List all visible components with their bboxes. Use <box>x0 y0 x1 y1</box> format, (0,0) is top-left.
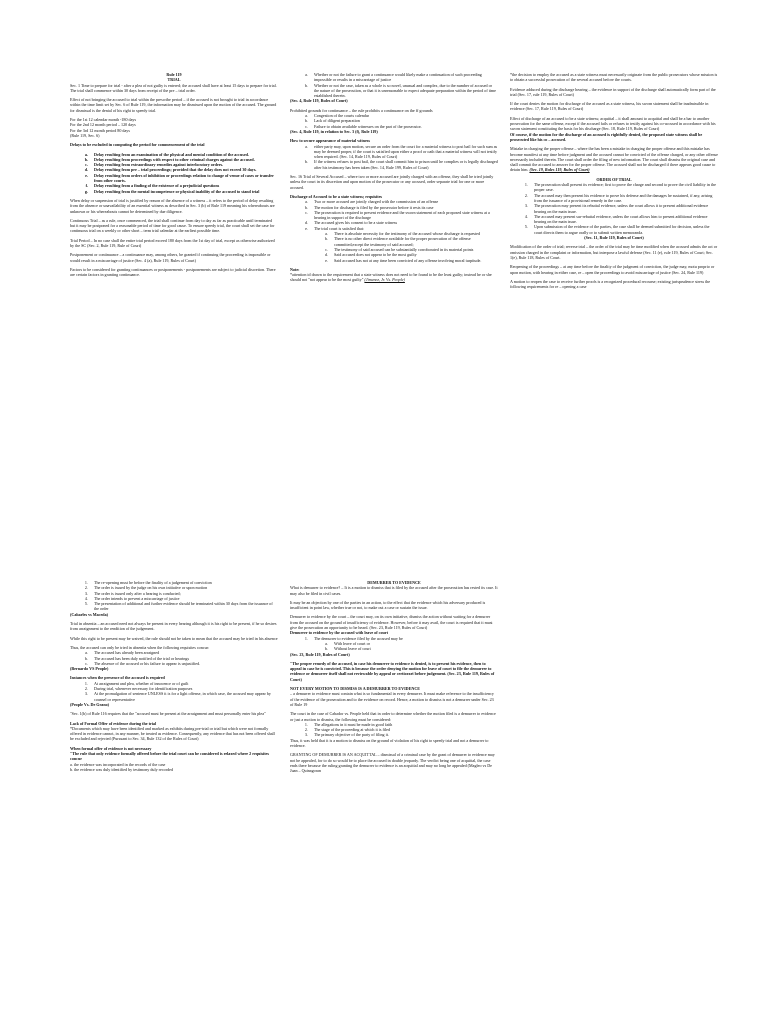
period-line: For the 3rd 12 month period 80 days <box>70 127 130 133</box>
list-item: b. Delay resulting from proceedings with respect to other criminal charges against the accused. <box>84 156 255 162</box>
reopening-requirements <box>70 580 278 612</box>
rule-title: TRIAL <box>167 77 181 83</box>
reference: (Sec. 4, Rule 119, in relation to Sec. 3 (f), Rule 119) <box>290 128 378 134</box>
paragraph: – a demurrer to evidence must contain what is so fundamental in every demurrer. It must make reference to the insufficiency of the evidence of the prosecution and to the evidence on record. Hence, a motion to dismiss is not a demurrer under Sec. 23 of Rule 19 <box>290 691 494 707</box>
list-item: a. With leave of court or <box>325 640 370 646</box>
column-4 <box>70 580 278 772</box>
paragraph: "The proper remedy of the accused, in case his demurrer to evidence is denied, is to present his evidence, then to appeal in case he is convicted. This is because the order denying the motion for leave of court to file the demurrer to evidence or demurrer itself shall not reviewable by appeal or certiorari before judgement. (Sec. 23, Rule 119, Rules of Court) <box>290 660 495 682</box>
paragraph: Effect of discharge of an accused to be a state witness; acquittal – it shall amount to acquittal and shall be a bar to another prosecution for the same offense, except if the accused fails or refuses to testify against his co-accused in accordance with his sworn statement constituting the basis for his discharge (Sec. 18, Rule 119, Rules of Court) <box>510 115 716 132</box>
list-item: d. Said accused does not appear to be the most guilty <box>324 252 417 258</box>
list-item: 5. Upon submission of the evidence of the parties, the case shall be deemed submitted for decision, unless the court directs them to argue orally or to submit written memoranda. <box>524 224 710 235</box>
section-heading: Discharge of Accused to be a state witness; requisites <box>290 193 383 199</box>
paragraph: Thus, the accused can only be tried in absentia when the following requisites concur: <box>70 644 210 650</box>
list-item: 2. The accused may then present his evidence to prove his defense and the damages he sustained, if any, arising from the issuance of a provisional remedy in the case. <box>524 192 713 203</box>
list-item: a. Delay resulting from an examination of the physical and mental condition of the accused. <box>84 151 249 157</box>
list-item: 1. The re-opening must be before the finality of a judgement of conviction <box>84 580 212 585</box>
paragraph <box>510 146 718 172</box>
paragraph: Trial Period – In no case shall the entire trial period exceed 180 days from the 1st day of trial, except as otherwise authorized by the SC (Sec. 2, Rule 119, Rule of Court) <box>70 237 275 249</box>
list-item: 1. The demurrer to evidence filed by the accused may be <box>304 635 403 641</box>
paragraph: b. the evidence was duly identified by testimony duly recorded <box>70 766 173 772</box>
paragraph: Demurrer to evidence by the court – the court may, on its own initiative, dismiss the action without waiting for a demurrer from the accused on the ground of insufficiency of evidence. However, before it may avail, the court is required that it must give the prosecution an opportunity to be heard. (Sec. 23, Rule 119, Rules of Court) <box>290 614 493 631</box>
continuance-factors <box>290 72 498 98</box>
note-citation: (Jimenez, Jr. Vs. People) <box>364 277 405 283</box>
list-item: e. Said accused has not at any time been convicted of any offense involving moral turpitude. <box>325 257 482 263</box>
list-item: c. The absence of the accused or his failure to appear is unjustified. <box>85 660 201 666</box>
paragraph: It may be an objection by one of the parties in an action, to the effect that the evidence which his adversary produced is insufficient in point law, whether true or not, to make out a case or sustain the issue. <box>290 599 486 611</box>
paragraph: What is demurrer to evidence? – It is a motion to dismiss that is filed by the accused after the prosecution has rested its case. It may also be filed in civil cases. <box>290 585 498 596</box>
list-item: b. The motion for discharge is filed by the prosecutor before it rests its case <box>304 204 434 210</box>
list-item: c. Delay resulting from extraordinary remedies against interlocutory orders. <box>85 162 224 168</box>
paragraph: Reopening of the proceedings – at any time before the finality of the judgment of conviction, the judge may, motu proprio or upon motion, with hearing in either case, re – open the proceedings to avoid miscarriage of justice (Sec. 24, Rule 119) <box>510 264 715 275</box>
period-line: For the 2nd 12 month period – 120 days <box>70 122 136 128</box>
list-item: f. Delay resulting from a finding of the existence of a prejudicial questions <box>85 183 220 189</box>
paragraph: "The rule that only evidence formally offered before the trial court can be considered is relaxed where 2 requisites concur <box>70 751 269 762</box>
reference: (Sec. 23, Rule 119, Rules of Court) <box>290 651 350 657</box>
paragraph: Thus, it was held that it is a motion to dismiss on the ground of violation of his right to speedy trial and not a demurrer to evidence. <box>290 737 489 749</box>
list-item: 4. The order intends to prevent a miscarriage of justice <box>84 595 180 601</box>
section-heading: When formal offer of evidence is not necessary <box>70 745 152 751</box>
list-item: 3. The primary objective of the party of filing it. <box>304 732 389 738</box>
paragraph: Sec. 1 Time to prepare for trial - after a plea of not guilty is entered; the accused shall have at least 15 days to prepare for trial. The trial shall commence within 30 days from receipt of the pre – trial order. <box>70 82 277 93</box>
paragraph: a. the evidence was incorporated in the records of the case <box>70 761 166 767</box>
paragraph: Of course, if the motion for the discharge of an accused is rightfully denied, the proposed state witness shall be prosecuted like his co – accused. <box>510 131 703 142</box>
rule-number: Rule 119 <box>166 72 182 77</box>
citation: (Sec. 19, Rules 119, Rules of Court) <box>529 167 590 173</box>
paragraph: When delay or suspension of trial is justified by reason of the absence of a witness – it refers to the period of delay resulting from the absence or unavailability of an essential witness as described in Sec. 3 (b) of Rule 119 meaning his whereabouts are unknown or his whereabouts cannot be determined by due diligence. <box>70 197 275 214</box>
note <box>290 272 498 283</box>
list-item: 1. At arraignment and plea, whether of innocence or of guilt <box>84 680 189 686</box>
order-of-trial-list <box>510 182 718 235</box>
list-item: 1. The allegations in it must be made in good faith <box>304 721 393 727</box>
list-item: d. Delay resulting from pre – trial proceedings; provided that the delay does not exceed 30 days. <box>84 167 257 173</box>
list-item: 3. The prosecution may present its rebuttal evidence, unless the court allows it to present additional evidence bearing on the main issue. <box>524 203 709 214</box>
column-1 <box>70 72 278 282</box>
paragraph: "Sec. 1(b) of Rule 116 requires that the "accused must be present at the arraignment and must personally enter his plea" <box>70 711 266 717</box>
paragraph: While this right to be present may be waived, the rule should not be taken to mean that the accused may be tried in his absence <box>70 635 278 641</box>
list-item: a. Whether or not the failure to grant a continuance would likely make a continuation of such proceeding impossible or results in a miscarriage of justice <box>305 72 482 83</box>
paragraph: Evidence adduced during the discharge hearing – the evidence in support of the discharge shall automatically form part of the trial (Sec. 17, rule 119, Rules of Court) <box>510 86 716 97</box>
list-item: 5. The presentation of additional and further evidence should be terminated within 30 days from the issuance of the order <box>84 601 273 612</box>
paragraph: If the court denies the motion for discharge of the accused as a state witness, his sworn statement shall be inadmissible in evidence (Sec. 17, Rule 119, Rules of Court) <box>510 101 709 112</box>
reference: (Sec. 4, Rule 119, Rules of Court) <box>290 98 348 104</box>
list-item: b. There is no other direct evidence available for the proper prosecution of the offense committed,except the testimony of said accused; <box>324 236 471 247</box>
list-item: 2. The order is issued by the judge on his own initiative or upon motion <box>84 585 208 591</box>
considerations-list <box>290 722 498 738</box>
reference: (Bernardo VS People) <box>70 666 109 672</box>
list-item: b. Lack of diligent preparation <box>304 118 360 124</box>
note-text: *attention id drawn to the requirement that a state witness does not need to be found to be the least guilty; instead he or she should not "not appear to be the most guilty" <box>290 272 492 283</box>
list-item: b. Whether or not the case, taken as a whole is so novel, unusual and complex, due to the number of accused or the nature of the prosecution, or that it is unreasonable to expect adequate preparation within the period of time established therein. <box>304 82 496 99</box>
list-item: b. If the witness refuses to post bail, the court shall commit him to prison until he complies or is legally discharged after his testimony has been taken (Sec. 14, Rule 199, Rules of Court) <box>304 159 498 170</box>
list-item: 4. The accused may present sur-rebuttal evidence, unless the court allows him to present additional evidence bearing on the main issue. <box>524 213 708 225</box>
column-2 <box>290 72 498 287</box>
paragraph: A motion to reopen the case to receive further proofs is a recognized procedural recourse; existing jurisprudence stress the following requirements for re – opening a case <box>510 278 711 290</box>
section-heading: NOT EVERY MOTION TO DISMISS IS A DEMURRER TO EVIDENCE <box>290 686 421 692</box>
column-5 <box>290 580 498 778</box>
section-heading: Prohibited grounds for continuance – the rule prohibits a continuance on the ff grounds <box>290 107 433 113</box>
section-title: DEMURRER TO EVIDENCE <box>367 580 421 585</box>
paragraph: *Documents which may have been identified and marked as exhibits during pre-trial or trial but which were not formally offered in evidence cannot, in any manner, be treated as evidence. Consequently, any evidence that has not been offered shall be excluded and rejected (Pursuant to Sec. 34, Rule 132 of the Rules of Court) <box>70 725 275 742</box>
list-item: 3. At the promulgation of sentence UNLESS it is for a light offense, in which case, the accused may appear by counsel or representative <box>84 691 271 702</box>
paragraph: *the decision to employ the accused as a state witness must necessarily originate from the public prosecutors whose mission is to obtain a successful prosecution of the several accused before the courts. <box>510 72 718 83</box>
list-item: c. The prosecution is required to present evidence and the sworn statement of each proposed state witness at a hearing in support of the discharge <box>305 209 490 221</box>
paragraph: The court in the case of Cabador vs. People held that in order to determine whether the motion filed is a demurrer to evidence or just a motion to dismiss, the following must be considered: <box>290 711 496 722</box>
section-heading: ORDER OF TRIAL <box>596 176 632 182</box>
paragraph: Sec. 16 Trial of Several Accused – where two or more accused are jointly charged with an offense, they shall be tried jointly unless the court in its discretion and upon motion of the prosecutor or any accused, order separate trial for one or more accused. <box>290 174 494 190</box>
paragraph: Modification of the order of trial; reverse trial – the order of the trial may be time modified when the accused admits the act or omission charged in the complaint or information, but interpose a lawful defense (Sec. 11 (e), rule 119, Rules of Court; Sec. 1(e), Rule 118, Rules of Court. <box>510 244 718 260</box>
list-item: a. either party may, upon motion, secure an order from the court for a material witness to post bail for such sum as may be deemed proper, if the court is satisfied upon either a proof or oath that a material witness will not testify when required. (Sec. 14, Rule 119, Rules of Court) <box>305 143 498 160</box>
list-item: c. The testimony of said accused can be substantially corroborated in its material points <box>325 246 474 252</box>
paragraph: Continuous Trial – as a rule, once commenced, the trial shall continue from day to day as far as practicable until terminated but it may be postponed for a reasonable period of time for good cause. To ensure speedy trial, the court shall set the case for continuous trial on a weekly or other short – term trial calendar at the earliest possible time. <box>70 217 275 234</box>
list-item: e. The trial court is satisfied that: <box>305 225 365 231</box>
note-heading: Note: <box>290 266 300 272</box>
prohibited-grounds <box>290 113 498 129</box>
paragraph: Trial in absentia – an accused need not always be present in every hearing although it is his right to be present, if he so desires from arraignment to the rendition of the judgement. <box>70 621 277 632</box>
reference: (Cabarles vs Maceda) <box>70 611 108 617</box>
demurrer-types <box>290 636 498 652</box>
material-witness-list <box>290 144 498 170</box>
section-heading: Demurrer to evidence by the accused with leave of court <box>290 630 388 636</box>
list-item: 1. The prosecution shall present its evidence; first to prove the charge and second to prove the civil liability in the proper case. <box>524 182 716 193</box>
list-item: b. The accused has been duly notified of the trial or hearings <box>84 655 190 661</box>
reference: (People Vs. De Grano) <box>70 701 110 707</box>
paragraph: Factors to be considered for granting continuances or postponements - postponements are subject to judicial discretion. There are certain factors in granting continuance. <box>70 266 276 278</box>
section-heading: How to secure appearance of material witness <box>290 138 370 144</box>
list-item: a. Congestion of the courts calendar <box>305 113 370 119</box>
list-item: a. Two or more accused are jointly charged with the commission of an offense <box>305 199 439 205</box>
list-item: a. There is absolute necessity for the testimony of the accused whose discharge is requested <box>325 231 481 237</box>
paragraph: GRANTING OF DEMURRER IS AN ACQUITTAL – dismissal of a criminal case by the grant of demurrer to evidence may not be appealed, for to do so would be to place the accused in double jeopardy. The verdict being one of acquittal, the case ends there because the ruling granting the demurrer to evidence is an acquittal and may no long be appealed (Magleo vs De Juan – Quinagoran <box>290 752 495 774</box>
section-heading: Lack of Formal Offer of evidence during the trial <box>70 720 157 726</box>
list-item: d. The accused gives his consent to be a state witness <box>304 220 398 226</box>
paragraph-text: Mistake in charging the proper offense – where the has been a mistake in charging the proper offense and this mistake has become manifest at any time before judgment and the accused cannot be convicted of the offense charged, or any other offense necessarily included therein. The court shall order the filing of new information. The court shall dismiss the original case and shall commit the accused to answer for the proper offense. The accused shall not be discharged if there appears good cause to detain him. <box>510 146 718 173</box>
delays-list <box>70 152 278 194</box>
period-ref: (Rule 119, Sec. 6) <box>70 132 100 138</box>
list-item: e. Delay resulting from orders of inhibition or proceedings relation to change of venue of cases or transfer from other courts. <box>85 172 274 184</box>
list-item: b. Without leave of court <box>324 646 371 652</box>
section-heading: Delays to be excluded in computing the period for commencement of the trial <box>70 142 205 148</box>
list-item: g. Delay resulting from the mental incompetence or physical inability of the accused to stand trial <box>84 188 260 194</box>
list-item: c. Failure to obtain available witnesses on the part of the prosecutor. <box>305 123 422 129</box>
presence-required-list <box>70 681 278 702</box>
list-item: a. The accused has already been arraigned <box>85 650 160 656</box>
discharge-requisites <box>290 199 498 263</box>
list-item: 2. During trial, whenever necessary for identification purposes <box>84 686 193 692</box>
list-item: 3. The order is issued only after a hearing is conducted; <box>84 590 181 596</box>
section-heading: Instances when the presence of the accused is required <box>70 675 165 681</box>
paragraph: Postponement or continuance – a continuance may, among others, be granted if continuing the proceeding is impossible or would result in a miscarriage of justice (Sec. 4 (a), Rule 119, Rules of Court) <box>70 252 271 263</box>
column-3 <box>510 72 718 293</box>
reference: (Sec. 11, Rule 119, Rules of Court) <box>584 235 644 241</box>
absentia-requisites <box>70 650 278 666</box>
paragraph: Effect of not bringing the accused to trial within the prescribe period – if the accused is not brought to trial in accordance within the time limit set by Sec. 6 of Rule 119, the information may be dismissed upon the motion of the accused. The ground for dismissal is the denial of his right to speedy trial. <box>70 97 277 113</box>
list-item: 2. The stage of the proceeding at which it is filed <box>304 727 391 733</box>
period-line: For the 1st 12 calendar month -180 days <box>70 117 137 123</box>
